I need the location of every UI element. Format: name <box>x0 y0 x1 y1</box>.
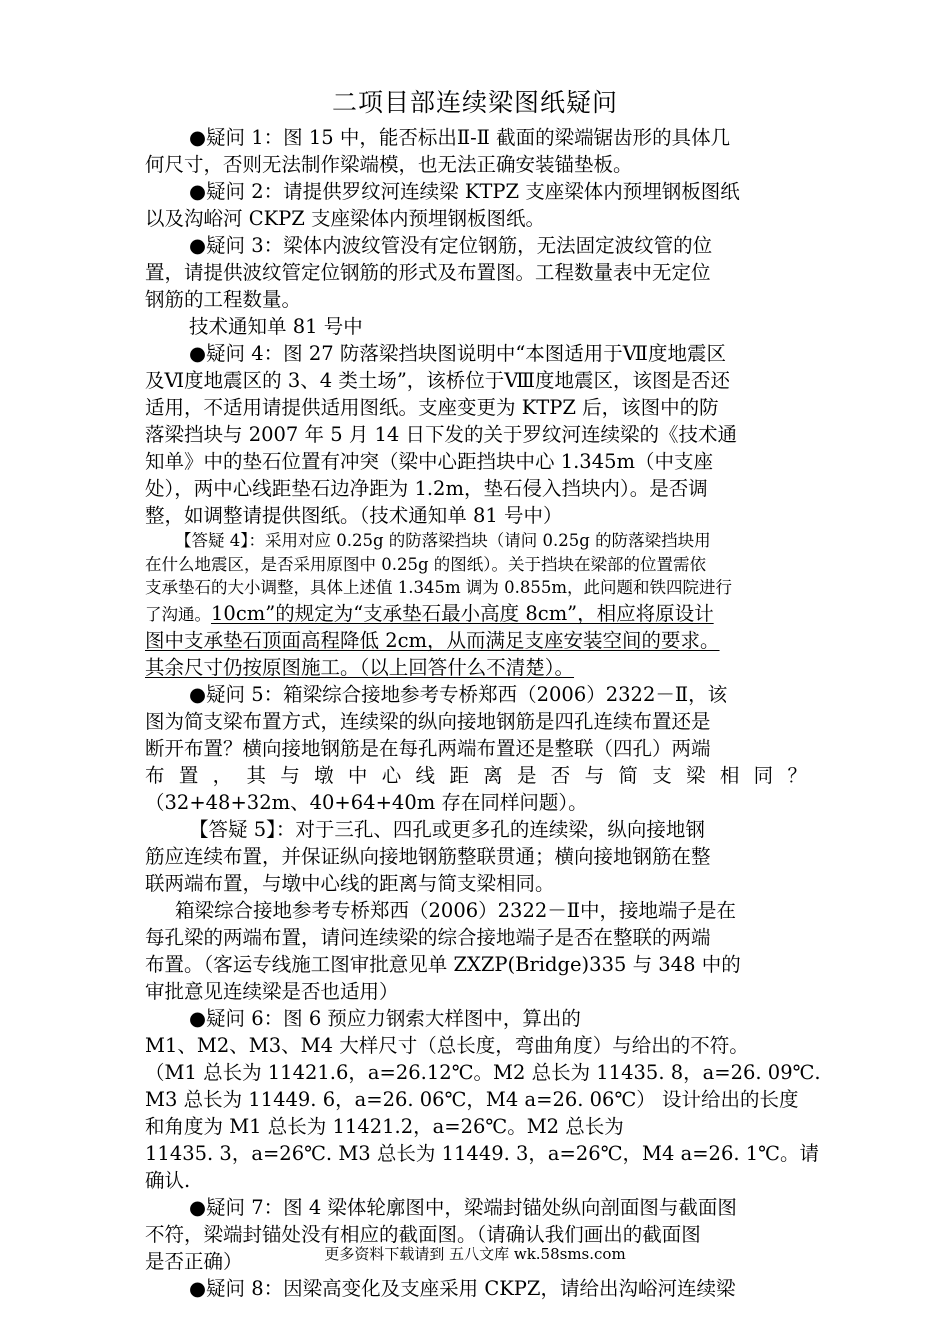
text-line: 【答疑 5】：对于三孔、四孔或更多孔的连续梁，纵向接地钢 <box>189 817 705 841</box>
text-line: ●疑问 7：图 4 梁体轮廓图中，梁端封锚处纵向剖面图与截面图 <box>189 1195 737 1219</box>
text-line: 钢筋的工程数量。 <box>145 288 302 311</box>
text-line: 审批意见连续梁是否也适用） <box>145 979 399 1003</box>
text-line: 确认. <box>145 1168 191 1192</box>
text-line: ●疑问 3：梁体内波纹管没有定位钢筋，无法固定波纹管的位 <box>189 234 713 257</box>
document-body <box>145 124 821 1302</box>
text-line: M1、M2、M3、M4 大样尺寸（总长度，弯曲角度）与给出的不符。 <box>145 1033 749 1057</box>
text-line: 断开布置？横向接地钢筋是在每孔两端布置还是整联（四孔）两端 <box>145 736 711 760</box>
page-footer: 更多资料下载请到 五八文库 wk.58sms.com <box>324 1245 626 1263</box>
text-line: 及Ⅵ度地震区的 3、4 类土场”，该桥位于Ⅷ度地震区，该图是否还 <box>145 369 731 392</box>
text-line: 置，请提供波纹管定位钢筋的形式及布置图。工程数量表中无定位 <box>145 261 711 284</box>
answer-line: 支承垫石的大小调整，具体上述值 1.345m 调为 0.855m，此问题和铁四院进行 <box>145 578 732 597</box>
text-line: 技术通知单 81 号中 <box>189 315 363 338</box>
text-line: 箱梁综合接地参考专桥郑西（2006）2322－Ⅱ中，接地端子是在 <box>175 898 737 922</box>
text-line: 图为简支梁布置方式，连续梁的纵向接地钢筋是四孔连续布置还是 <box>145 709 711 733</box>
text-line: 知单》中的垫石位置有冲突（梁中心距挡块中心 1.345m（中支座 <box>145 450 714 473</box>
text-line: 适用，不适用请提供适用图纸。支座变更为 KTPZ 后，该图中的防 <box>145 396 719 419</box>
text-line: 何尺寸，否则无法制作梁端模，也无法正确安装锚垫板。 <box>145 153 633 176</box>
text-line: ●疑问 8：因梁高变化及支座采用 CKPZ，请给出沟峪河连续梁 <box>189 1276 736 1300</box>
text-line: 落梁挡块与 2007 年 5 月 14 日下发的关于罗纹河连续梁的《技术通 <box>145 423 738 446</box>
text-line: 布置。（客运专线施工图审批意见单 ZXZP(Bridge)335 与 348 中的 <box>145 952 741 976</box>
answer-line: 在什么地震区，是否采用原图中 0.25g 的图纸）。关于挡块在梁部的位置需依 <box>145 554 707 574</box>
text-line: ●疑问 2：请提供罗纹河连续梁 KTPZ 支座梁体内预埋钢板图纸 <box>189 180 740 203</box>
text-line: 不符，梁端封锚处没有相应的截面图。（请确认我们画出的截面图 <box>145 1222 701 1246</box>
text-line: ●疑问 4：图 27 防落梁挡块图说明中“本图适用于Ⅶ度地震区 <box>189 342 726 365</box>
text-line: 以及沟峪河 CKPZ 支座梁体内预埋钢板图纸。 <box>145 207 546 230</box>
text-line: ●疑问 1：图 15 中，能否标出Ⅱ-Ⅱ 截面的梁端锯齿形的具体几 <box>189 126 731 149</box>
answer-line <box>145 600 807 627</box>
text-line: 11435. 3，a=26℃. M3 总长为 11449. 3，a=26℃，M4 a=26. 1℃。请 <box>145 1141 819 1165</box>
underlined-text: 10cm”的规定为“支承垫石最小高度 8cm”，相应将原设计 <box>211 601 714 625</box>
text-line: 筋应连续布置，并保证纵向接地钢筋整联贯通；横向接地钢筋在整 <box>145 844 711 868</box>
answer-fragment: 了沟通。 <box>145 604 211 624</box>
text-line: 整，如调整请提供图纸。（技术通知单 81 号中） <box>145 504 563 527</box>
text-line: ●疑问 5：箱梁综合接地参考专桥郑西（2006）2322－Ⅱ，该 <box>189 682 728 706</box>
text-line: （M1 总长为 11421.6，a=26.12℃。M2 总长为 11435. 8，a=26. 09℃. <box>145 1060 821 1084</box>
text-line: 处），两中心线距垫石边净距为 1.2m，垫石侵入挡块内）。是否调 <box>145 477 708 500</box>
answer-line: 【答疑 4】：采用对应 0.25g 的防落梁挡块（请问 0.25g 的防落梁挡块用 <box>175 531 711 550</box>
text-line: 每孔梁的两端布置，请问连续梁的综合接地端子是否在整联的两端 <box>145 925 711 949</box>
text-line: 布置，其与墩中心线距离是否与简支梁相同？ <box>145 763 807 787</box>
page-title: 二项目部连续梁图纸疑问 <box>331 88 618 117</box>
text-line: ●疑问 6：图 6 预应力钢索大样图中，算出的 <box>189 1006 581 1030</box>
text-line: （32+48+32m、40+64+40m 存在同样问题）。 <box>145 790 588 814</box>
text-line: M3 总长为 11449. 6，a=26. 06℃，M4 a=26. 06℃） 设计给出的长度 <box>145 1087 799 1111</box>
text-line: 是否正确） <box>145 1249 243 1273</box>
underlined-text: 图中支承垫石顶面高程降低 2cm，从而满足支座安装空间的要求。 <box>145 628 720 652</box>
underlined-text: 其余尺寸仍按原图施工。（以上回答什么不清楚）。 <box>145 655 575 679</box>
text-line: 和角度为 M1 总长为 11421.2，a=26℃。M2 总长为 <box>145 1114 624 1138</box>
text-line: 联两端布置，与墩中心线的距离与简支梁相同。 <box>145 871 555 895</box>
